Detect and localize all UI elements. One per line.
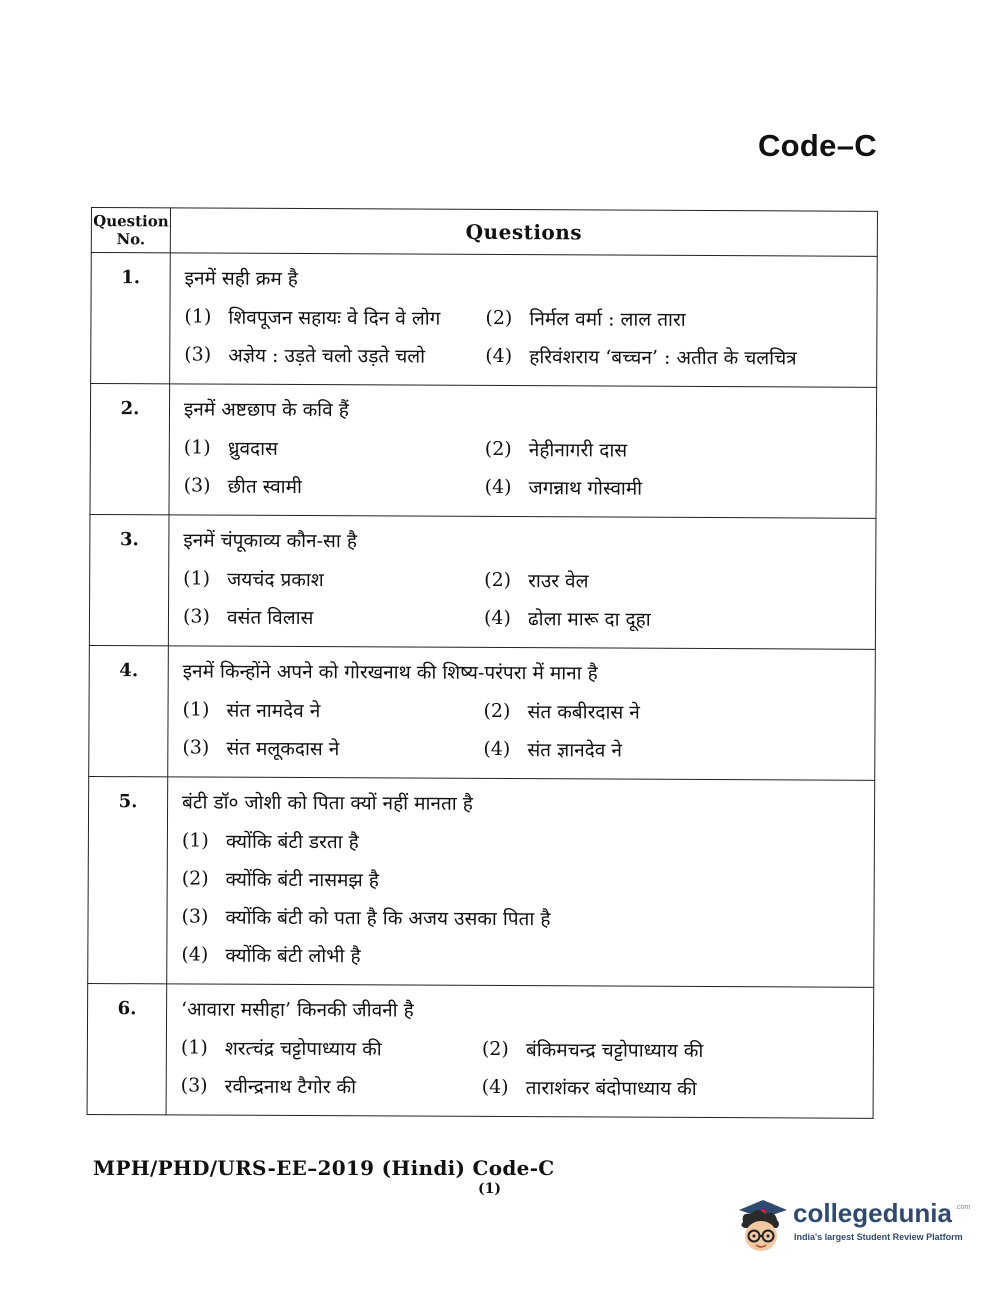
question-number: 4. [89, 645, 169, 776]
question-row [88, 776, 875, 987]
question-number: 5. [88, 776, 168, 983]
answer-option [184, 335, 485, 374]
question-stem: इनमें किन्होंने अपने को गोरखनाथ की शिष्य-परंपरा में माना है [182, 660, 598, 685]
question-stem: इनमें अष्टछाप के कवि हैं [183, 398, 349, 422]
answer-option [184, 428, 485, 467]
option-number: (3) [180, 1074, 208, 1097]
option-text: छीत स्वामी [227, 475, 302, 499]
option-number: (4) [483, 606, 511, 630]
option-number: (3) [183, 474, 211, 497]
option-number: (2) [181, 867, 209, 890]
answer-option [483, 692, 874, 732]
answer-options [182, 690, 874, 769]
answer-options [181, 1028, 873, 1107]
option-number: (2) [484, 568, 512, 592]
page-number: (1) [478, 1181, 501, 1197]
question-stem: इनमें चंपूकाव्य कौन-सा है [183, 529, 358, 553]
answer-option [485, 337, 876, 377]
answer-option [482, 1068, 873, 1108]
answer-option [482, 1030, 873, 1070]
question-number: 3. [89, 514, 169, 645]
collegedunia-watermark [735, 1196, 971, 1256]
option-number: (3) [182, 605, 210, 628]
question-row [90, 384, 877, 519]
question-body [167, 777, 875, 987]
brand-tagline: India's largest Student Review Platform [794, 1232, 963, 1242]
question-body [169, 384, 877, 518]
option-text: निर्मल वर्मा : लाल तारा [529, 308, 686, 331]
option-number: (4) [181, 943, 209, 966]
option-number: (3) [182, 736, 210, 759]
option-number: (4) [481, 1075, 509, 1099]
option-text: ध्रुवदास [227, 437, 278, 460]
option-number: (1) [184, 305, 212, 328]
question-number: 6. [87, 983, 167, 1114]
option-number: (4) [484, 475, 512, 499]
option-text: क्योंकि बंटी को पता है कि अजय उसका पिता है [225, 906, 551, 931]
answer-option [181, 1066, 482, 1105]
questions-header: Questions [170, 208, 877, 256]
option-text: नेहीनागरी दास [528, 439, 628, 462]
question-row [89, 514, 876, 649]
option-text: क्योंकि बंटी डरता है [225, 830, 359, 854]
questions-table [87, 207, 878, 1119]
option-text: संत नामदेव ने [226, 699, 321, 723]
option-text: हरिवंशराय ‘बच्चन’ : अतीत के चलचित्र [529, 346, 797, 370]
answer-option [484, 599, 875, 639]
option-text: शरत्चंद्र चट्टोपाध्याय की [224, 1037, 382, 1061]
answer-option [184, 466, 485, 505]
option-number: (4) [483, 737, 511, 761]
option-number: (3) [181, 905, 209, 928]
option-number: (1) [183, 436, 211, 459]
questions-body [87, 253, 877, 1119]
brand-domain: .com [955, 1204, 971, 1211]
option-number: (2) [483, 699, 511, 723]
brand-name: collegedunia [793, 1198, 952, 1228]
option-number: (3) [184, 343, 212, 366]
option-text: अज्ञेय : उड़ते चलो उड़ते चलो [228, 344, 426, 368]
option-number: (4) [485, 344, 513, 368]
option-number: (2) [481, 1037, 509, 1061]
answer-option [485, 468, 876, 508]
option-text: राउर वेल [528, 570, 589, 593]
question-number-header: Question No. [91, 208, 170, 253]
option-number: (2) [484, 437, 512, 461]
option-text: जगन्नाथ गोस्वामी [528, 477, 643, 500]
question-body [168, 515, 876, 649]
option-text: क्योंकि बंटी लोभी है [225, 944, 361, 968]
table-header-row [91, 208, 877, 257]
footer-code: MPH/PHD/URS-EE–2019 (Hindi) Code-C [93, 1156, 555, 1180]
question-row [91, 253, 878, 388]
answer-options [181, 821, 874, 976]
answer-option [485, 430, 876, 470]
answer-option [182, 728, 483, 767]
paper-code: Code–C [758, 128, 877, 163]
option-text: क्योंकि बंटी नासमझ है [225, 868, 379, 892]
option-text: वसंत विलास [226, 606, 314, 630]
question-body [166, 984, 874, 1118]
question-body [170, 253, 878, 387]
question-row [87, 983, 874, 1118]
option-text: ढोला मारू दा दूहा [527, 608, 651, 631]
option-number: (1) [180, 1036, 208, 1059]
answer-options [184, 297, 876, 376]
answer-option [181, 935, 873, 976]
answer-option [485, 299, 876, 339]
option-text: शिवपूजन सहायः वे दिन वे लोग [228, 306, 441, 330]
option-text: जयचंद प्रकाश [227, 568, 324, 592]
question-stem: इनमें सही क्रम है [184, 267, 298, 291]
answer-option [182, 859, 874, 900]
answer-option [484, 561, 875, 601]
option-text: संत कबीरदास ने [527, 701, 640, 724]
answer-option [182, 690, 483, 729]
option-number: (1) [182, 698, 210, 721]
answer-option [184, 297, 485, 336]
option-text: ताराशंकर बंदोपाध्याय की [525, 1077, 697, 1100]
question-number: 2. [90, 384, 170, 515]
option-text: रवीन्द्रनाथ टैगोर की [224, 1075, 357, 1099]
question-stem: बंटी डॉ० जोशी को पिता क्यों नहीं मानता है [182, 791, 473, 815]
answer-option [181, 897, 873, 938]
answer-option [182, 821, 874, 862]
option-number: (2) [485, 306, 513, 330]
answer-option [181, 1028, 482, 1067]
option-text: संत ज्ञानदेव ने [527, 739, 623, 762]
question-stem: ‘आवारा मसीहा’ किनकी जीवनी है [181, 998, 414, 1022]
question-row [89, 645, 876, 780]
option-text: बंकिमचन्द्र चट्टोपाध्याय की [525, 1039, 704, 1063]
answer-options [183, 559, 875, 638]
question-body [168, 646, 876, 780]
option-number: (1) [183, 567, 211, 590]
question-number: 1. [91, 253, 171, 384]
answer-option [483, 730, 874, 770]
answer-option [183, 597, 484, 636]
option-text: संत मलूकदास ने [226, 737, 340, 761]
student-mascot-icon [735, 1196, 791, 1256]
answer-option [183, 559, 484, 598]
answer-options [184, 428, 876, 507]
option-number: (1) [181, 829, 209, 852]
